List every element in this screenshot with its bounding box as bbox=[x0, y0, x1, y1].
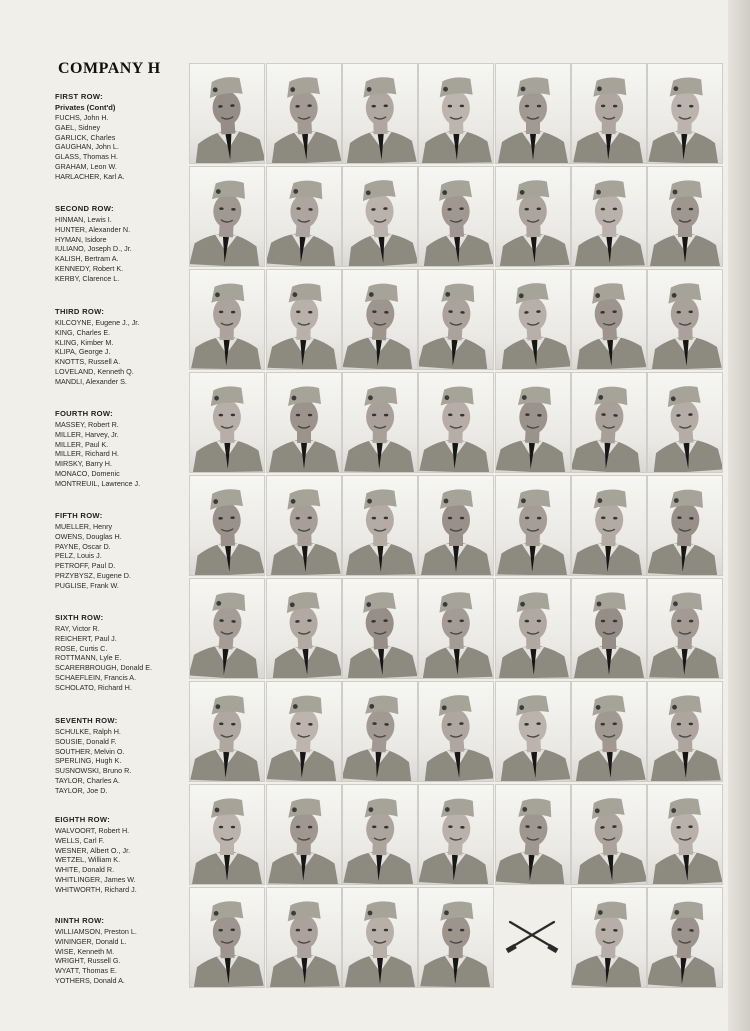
page-title: COMPANY H bbox=[58, 60, 161, 77]
person-name: MANDLI, Alexander S. bbox=[55, 376, 127, 386]
row-name-block bbox=[55, 511, 190, 591]
portrait-photo bbox=[267, 373, 341, 472]
person-name: FUCHS, John H. bbox=[55, 113, 109, 122]
portrait-photo bbox=[648, 167, 722, 266]
portrait-photo bbox=[190, 579, 264, 678]
crossed-rifles-icon bbox=[496, 888, 570, 987]
person-name: MILLER, Harvey, Jr. bbox=[55, 429, 119, 439]
person-name: YOTHERS, Donald A. bbox=[55, 975, 125, 985]
row-name-block bbox=[55, 307, 190, 387]
portrait-photo bbox=[267, 64, 341, 163]
portrait-photo bbox=[190, 373, 264, 472]
person-name: TAYLOR, Charles A. bbox=[55, 775, 120, 785]
portrait-photo bbox=[648, 579, 722, 678]
person-name: ROTTMANN, Lyle E. bbox=[55, 653, 122, 663]
portrait-photo bbox=[419, 682, 493, 781]
row-name-block bbox=[55, 204, 190, 284]
person-name: WININGER, Donald L. bbox=[55, 936, 127, 946]
portrait-photo bbox=[267, 682, 341, 781]
row-name-block bbox=[55, 716, 190, 796]
portrait-photo bbox=[572, 785, 646, 884]
person-name: KNOTTS, Russell A. bbox=[55, 357, 121, 367]
person-name: ROSE, Curtis C. bbox=[55, 643, 108, 653]
person-name: MASSEY, Robert R. bbox=[55, 420, 119, 429]
person-name: WHITE, Donald R. bbox=[55, 865, 115, 875]
row-name-block bbox=[55, 92, 190, 182]
row-sublabel: Privates (Cont'd) bbox=[55, 103, 116, 112]
portrait-photo bbox=[343, 270, 417, 369]
portrait-photo bbox=[343, 476, 417, 575]
portrait-photo bbox=[648, 64, 722, 163]
portrait-photo bbox=[496, 373, 570, 472]
person-name: PUGLISE, Frank W. bbox=[55, 580, 119, 590]
person-name: KLIPA, George J. bbox=[55, 347, 111, 357]
person-name: SCHOLATO, Richard H. bbox=[55, 682, 132, 692]
person-name: PAYNE, Oscar D. bbox=[55, 541, 111, 551]
person-name: OWENS, Douglas H. bbox=[55, 531, 122, 541]
row-label: SEVENTH ROW: bbox=[55, 716, 118, 725]
person-name: SCHULKE, Ralph H. bbox=[55, 727, 121, 736]
row-name-block bbox=[55, 815, 190, 895]
person-name: WILLIAMSON, Preston L. bbox=[55, 927, 137, 936]
person-name: MIRSKY, Barry H. bbox=[55, 459, 112, 469]
person-name: KALISH, Bertram A. bbox=[55, 254, 119, 264]
person-name: TAYLOR, Joe D. bbox=[55, 785, 108, 795]
person-name: REICHERT, Paul J. bbox=[55, 633, 117, 643]
person-name: PETROFF, Paul D. bbox=[55, 561, 116, 571]
portrait-photo bbox=[496, 167, 570, 266]
portrait-photo bbox=[190, 682, 264, 781]
portrait-photo bbox=[648, 476, 722, 575]
person-name: PELZ, Louis J. bbox=[55, 551, 102, 561]
person-name: WELLS, Carl F. bbox=[55, 835, 105, 845]
person-name: GLASS, Thomas H. bbox=[55, 152, 118, 162]
portrait-photo bbox=[572, 64, 646, 163]
portrait-photo bbox=[190, 785, 264, 884]
portrait-photo bbox=[648, 888, 722, 987]
portrait-photo bbox=[572, 373, 646, 472]
person-name: WYATT, Thomas E. bbox=[55, 966, 117, 976]
person-name: MILLER, Paul K. bbox=[55, 439, 109, 449]
person-name: SUSNOWSKI, Bruno R. bbox=[55, 766, 132, 776]
person-name: WHITLINGER, James W. bbox=[55, 874, 136, 884]
person-name: WHITWORTH, Richard J. bbox=[55, 884, 137, 894]
person-name: HUNTER, Alexander N. bbox=[55, 224, 131, 234]
person-name: PRZYBYSZ, Eugene D. bbox=[55, 570, 131, 580]
row-name-block bbox=[55, 409, 190, 489]
portrait-photo bbox=[648, 373, 722, 472]
person-name: SOUSIE, Donald F. bbox=[55, 736, 117, 746]
portrait-photo bbox=[267, 888, 341, 987]
row-label: FIFTH ROW: bbox=[55, 511, 103, 520]
portrait-photo bbox=[190, 64, 264, 163]
portrait-photo bbox=[343, 682, 417, 781]
portrait-photo bbox=[343, 579, 417, 678]
person-name: MONACO, Domenic bbox=[55, 468, 120, 478]
portrait-photo bbox=[419, 167, 493, 266]
portrait-photo bbox=[190, 888, 264, 987]
person-name: SCARERBROUGH, Donald E. bbox=[55, 663, 153, 673]
portrait-photo bbox=[496, 682, 570, 781]
portrait-photo bbox=[419, 64, 493, 163]
portrait-photo bbox=[648, 682, 722, 781]
row-label: SECOND ROW: bbox=[55, 204, 114, 213]
row-label: EIGHTH ROW: bbox=[55, 815, 111, 824]
portrait-photo bbox=[496, 476, 570, 575]
person-name: SCHAEFLEIN, Francis A. bbox=[55, 672, 137, 682]
portrait-photo bbox=[343, 785, 417, 884]
person-name: GRAHAM, Leon W. bbox=[55, 161, 117, 171]
row-label: FIRST ROW: bbox=[55, 92, 103, 101]
portrait-photo bbox=[419, 270, 493, 369]
person-name: WRIGHT, Russell G. bbox=[55, 956, 121, 966]
portrait-photo bbox=[419, 373, 493, 472]
portrait-photo bbox=[343, 64, 417, 163]
portrait-photo bbox=[496, 64, 570, 163]
portrait-photo bbox=[572, 270, 646, 369]
portrait-photo bbox=[572, 476, 646, 575]
portrait-photo bbox=[572, 167, 646, 266]
portrait-photo bbox=[496, 785, 570, 884]
person-name: KILCOYNE, Eugene J., Jr. bbox=[55, 318, 140, 327]
portrait-photo bbox=[267, 785, 341, 884]
portrait-photo bbox=[343, 167, 417, 266]
portrait-photo bbox=[267, 270, 341, 369]
portrait-photo bbox=[419, 579, 493, 678]
portrait-photo bbox=[419, 888, 493, 987]
person-name: MONTREUIL, Lawrence J. bbox=[55, 478, 141, 488]
portrait-photo bbox=[190, 167, 264, 266]
portrait-photo bbox=[190, 476, 264, 575]
person-name: GARLICK, Charles bbox=[55, 132, 116, 142]
portrait-photo bbox=[496, 579, 570, 678]
page-edge bbox=[728, 0, 750, 1031]
row-label: FOURTH ROW: bbox=[55, 409, 113, 418]
portrait-photo bbox=[343, 888, 417, 987]
portrait-photo bbox=[267, 579, 341, 678]
person-name: HYMAN, Isidore bbox=[55, 234, 107, 244]
person-name: RAY, Victor R. bbox=[55, 624, 100, 633]
person-name: WISE, Kenneth M. bbox=[55, 946, 115, 956]
portrait-photo bbox=[419, 785, 493, 884]
person-name: WETZEL, William K. bbox=[55, 855, 121, 865]
person-name: GAUGHAN, John L. bbox=[55, 142, 119, 152]
row-name-block bbox=[55, 916, 190, 986]
row-label: NINTH ROW: bbox=[55, 916, 105, 925]
row-label: THIRD ROW: bbox=[55, 307, 105, 316]
row-name-block bbox=[55, 613, 190, 693]
portrait-photo bbox=[267, 476, 341, 575]
row-label: SIXTH ROW: bbox=[55, 613, 104, 622]
person-name: SOUTHER, Melvin O. bbox=[55, 746, 125, 756]
portrait-photo bbox=[648, 785, 722, 884]
person-name: KERBY, Clarence L. bbox=[55, 273, 120, 283]
person-name: MILLER, Richard H. bbox=[55, 449, 119, 459]
person-name: HARLACHER, Karl A. bbox=[55, 171, 125, 181]
person-name: HINMAN, Lewis I. bbox=[55, 215, 112, 224]
person-name: GAEL, Sidney bbox=[55, 122, 101, 132]
portrait-photo bbox=[572, 682, 646, 781]
person-name: KING, Charles E. bbox=[55, 327, 111, 337]
portrait-photo bbox=[343, 373, 417, 472]
portrait-photo bbox=[572, 888, 646, 987]
person-name: LOVELAND, Kenneth Q. bbox=[55, 366, 134, 376]
portrait-photo bbox=[572, 579, 646, 678]
person-name: MUELLER, Henry bbox=[55, 522, 113, 531]
portrait-photo bbox=[190, 270, 264, 369]
person-name: WESNER, Albert O., Jr. bbox=[55, 845, 131, 855]
person-name: IULIANO, Joseph D., Jr. bbox=[55, 244, 132, 254]
person-name: WALVOORT, Robert H. bbox=[55, 826, 130, 835]
person-name: SPERLING, Hugh K. bbox=[55, 756, 122, 766]
person-name: KENNEDY, Robert K. bbox=[55, 263, 124, 273]
portrait-photo bbox=[267, 167, 341, 266]
portrait-photo bbox=[648, 270, 722, 369]
portrait-photo bbox=[496, 270, 570, 369]
person-name: KLING, Kimber M. bbox=[55, 337, 114, 347]
portrait-photo bbox=[419, 476, 493, 575]
